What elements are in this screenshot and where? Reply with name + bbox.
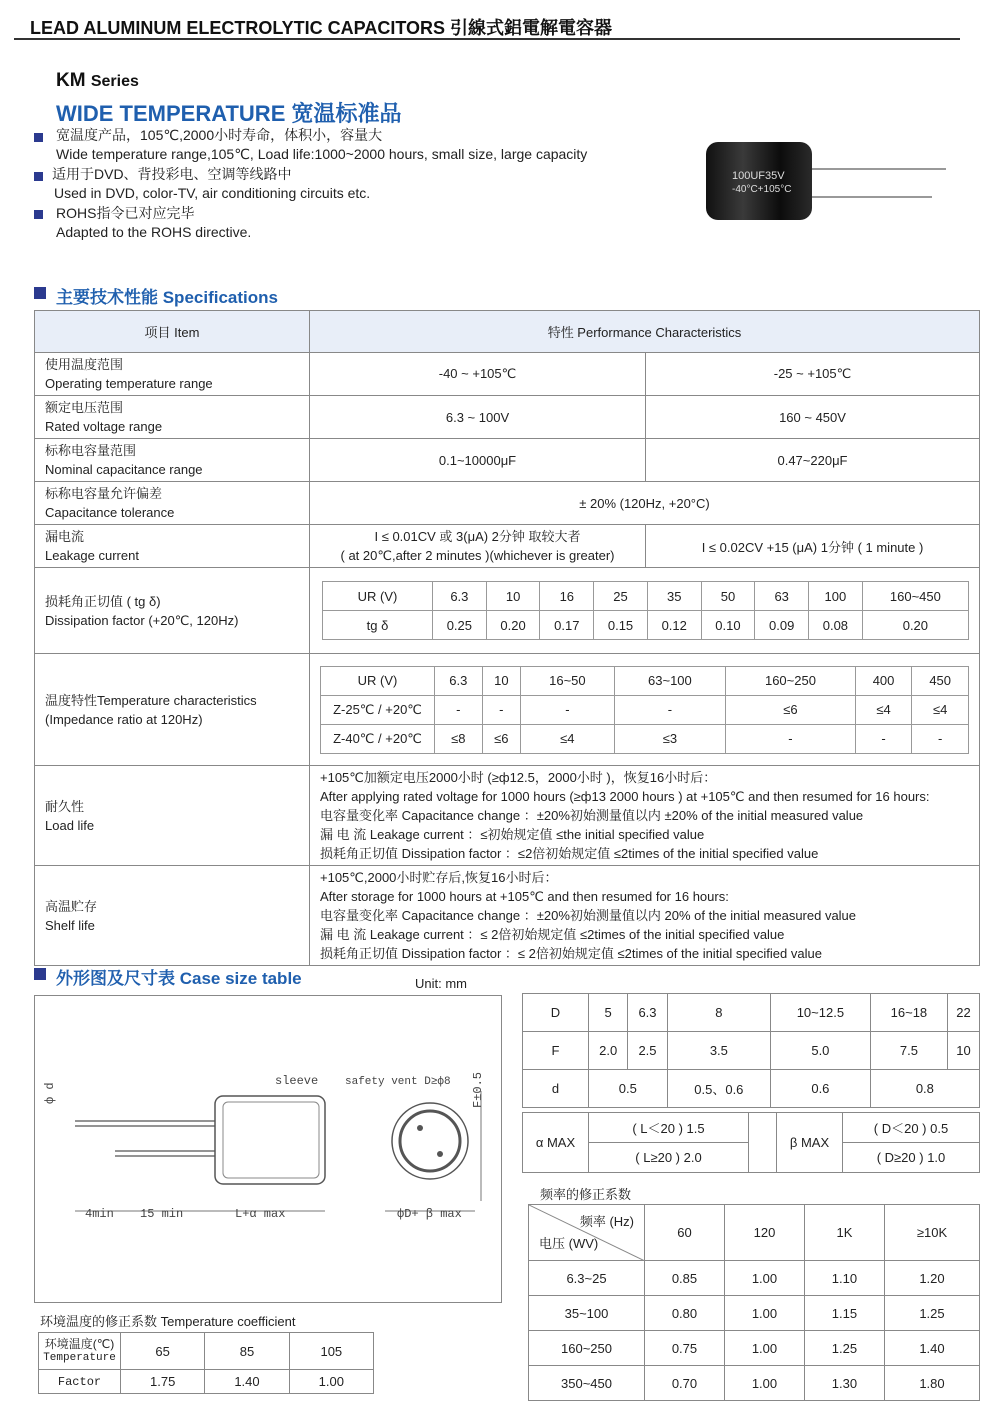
freq-value-cell: 1.15 (804, 1296, 884, 1331)
freq-wv-cell: 350~450 (529, 1366, 645, 1401)
dim-d-val: 0.5、0.6 (667, 1070, 770, 1108)
temp-cell: 85 (205, 1333, 289, 1370)
tc-z25-cell: - (521, 695, 615, 724)
df-tg-cell: 0.17 (540, 611, 594, 640)
dim-F-cell: 2.0 (589, 1032, 628, 1070)
leakage-v1: I ≤ 0.01CV 或 3(μA) 2分钟 取较大者 ( at 20℃,after 2 minutes )(whichever is greater) (310, 525, 646, 568)
df-ur-cell: 25 (594, 582, 648, 611)
freq-value-cell: 1.40 (884, 1331, 979, 1366)
tolerance-value: ± 20% (120Hz, +20°C) (310, 482, 980, 525)
op-temp-v2: -25 ~ +105℃ (646, 353, 980, 396)
dim-d-val: 0.8 (870, 1070, 979, 1108)
freq-value-cell: 1.25 (884, 1296, 979, 1331)
temp-char-label: 温度特性Temperature characteristics (Impedance ratio at 120Hz) (35, 654, 310, 766)
tc-z25-cell: ≤4 (855, 695, 912, 724)
op-temp-label: 使用温度范围 Operating temperature range (35, 353, 310, 396)
bullet-icon (34, 172, 43, 181)
sleeve-outline (223, 1102, 319, 1178)
df-table (322, 581, 969, 640)
feature-1: 宽温度产品，105℃,2000小时寿命，体积小，容量大 Wide temperature range,105℃, Load life:1000~2000 hours, small size, large capacity (56, 127, 588, 162)
bullet-icon (34, 133, 43, 142)
tc-z40-cell: - (726, 724, 856, 753)
section-square-icon (34, 968, 46, 980)
dim-F-cell: 10 (948, 1032, 980, 1070)
freq-value-cell: 1.00 (724, 1296, 804, 1331)
freq-value-cell: 1.10 (804, 1261, 884, 1296)
load-life-text: +105℃加额定电压2000小时 (≥ф12.5，2000小时 )，恢复16小时后： After applying rated voltage for 1000 hours (≥ф13 2000 hours ) at +105℃ and then resumed for 16 hours: 电容量变化率 Capacitance change ：±20%初始测量值以内 ±20% of the initial measured value 漏 电 流 Leakage current ：≤初始规定值 ≤the initial specified value 损耗角正切值 Dissipation factor ：≤2倍初始规定值 ≤2times of the initial specified value (310, 766, 980, 866)
phi-d-label: ф d (43, 1082, 57, 1104)
cap-range-v1: 0.1~10000μF (310, 439, 646, 482)
alpha-beta-table (522, 1112, 980, 1173)
temp-label: 环境温度(℃) Temperature (39, 1333, 121, 1370)
feature-3: ROHS指令已对应完毕 Adapted to the ROHS directive. (56, 205, 252, 240)
freq-col-header: 60 (645, 1205, 725, 1261)
dim-F-cell: F (523, 1032, 589, 1070)
series-subtitle: WIDE TEMPERATURE 宽温标准品 (56, 101, 402, 126)
freq-value-cell: 1.00 (724, 1331, 804, 1366)
freq-value-cell: 1.80 (884, 1366, 979, 1401)
tc-z25-cell: ≤6 (726, 695, 856, 724)
df-ur-cell: 16 (540, 582, 594, 611)
beta-1: ( D＜20 ) 0.5 (843, 1113, 980, 1143)
beta-label: β MAX (777, 1113, 843, 1173)
freq-value-cell: 0.85 (645, 1261, 725, 1296)
df-tg-cell: 0.08 (809, 611, 863, 640)
freq-wv-cell: 6.3~25 (529, 1261, 645, 1296)
dim-d-beta: фD+ β max (397, 1207, 462, 1221)
header-title: LEAD ALUMINUM ELECTROLYTIC CAPACITORS 引線式鋁電解電容器 (30, 18, 613, 38)
df-tg-cell: 0.20 (862, 611, 968, 640)
df-cell (310, 568, 980, 654)
capacitor-label-2: -40°C+105°C (732, 184, 792, 195)
freq-col-header: 1K (804, 1205, 884, 1261)
temp-cell: 105 (289, 1333, 373, 1370)
freq-value-cell: 1.25 (804, 1331, 884, 1366)
df-ur-cell: 35 (647, 582, 701, 611)
freq-corner (529, 1205, 645, 1261)
dim-4min: 4min (85, 1207, 114, 1221)
tolerance-label: 标称电容量允许偏差 Capacitance tolerance (35, 482, 310, 525)
dim-D-cell: 16~18 (870, 994, 947, 1032)
tempcoef-title: 环境温度的修正系数 Temperature coefficient (40, 1314, 296, 1329)
dim-d-val: 0.5 (589, 1070, 668, 1108)
dim-D-cell: 10~12.5 (771, 994, 871, 1032)
tc-z40-cell: ≤8 (435, 724, 483, 753)
df-tg-cell: 0.10 (701, 611, 755, 640)
alpha-2: ( L≥20 ) 2.0 (589, 1143, 749, 1173)
freq-value-cell: 0.80 (645, 1296, 725, 1331)
df-ur-cell: 160~450 (862, 582, 968, 611)
tc-ur-label: UR (V) (321, 666, 435, 695)
lead-dot-icon (417, 1125, 423, 1131)
temp-char-cell (310, 654, 980, 766)
capacitor-lead-icon (806, 196, 932, 198)
load-life-label: 耐久性 Load life (35, 766, 310, 866)
capacitor-lead-icon (806, 168, 946, 170)
capacitor-photo-icon (706, 142, 812, 220)
dim-d-val: 0.6 (771, 1070, 871, 1108)
f-label: F±0.5 (471, 1071, 485, 1108)
freq-value-cell: 0.75 (645, 1331, 725, 1366)
freq-row (529, 1366, 980, 1401)
df-ur-label: UR (V) (323, 582, 433, 611)
header-divider (14, 38, 960, 40)
tc-ur-cell: 400 (855, 666, 912, 695)
tc-ur-cell: 450 (912, 666, 969, 695)
lead-dot-icon (437, 1151, 443, 1157)
dim-D-cell: D (523, 994, 589, 1032)
dim-d-label: d (523, 1070, 589, 1108)
freq-title: 频率的修正系数 (540, 1187, 632, 1202)
df-ur-cell: 6.3 (433, 582, 487, 611)
shelf-life-text: +105℃,2000小时贮存后,恢复16小时后： After storage for 1000 hours at +105℃ and then resumed for 16 hours: 电容量变化率 Capacitance change ：±20%初始测量值以内 20% of the initial measured value 漏 电 流 Leakage current ：≤ 2倍初始规定值 ≤2times of the initial specified value 损耗角正切值 Dissipation factor ：≤ 2倍初始规定值 ≤2times of the initial specified value (310, 866, 980, 966)
rated-v-v1: 6.3 ~ 100V (310, 396, 646, 439)
specifications-table (34, 310, 980, 966)
series-name: KM Series (56, 70, 139, 91)
tc-z40-cell: ≤6 (482, 724, 521, 753)
shelf-life-label: 高温贮存 Shelf life (35, 866, 310, 966)
rated-v-label: 额定电压范围 Rated voltage range (35, 396, 310, 439)
tc-ur-cell: 10 (482, 666, 521, 695)
case-drawing-frame (34, 995, 502, 1303)
df-ur-cell: 10 (486, 582, 540, 611)
dim-D-cell: 22 (948, 994, 980, 1032)
end-view-outer-icon (392, 1103, 468, 1179)
leakage-label: 漏电流 Leakage current (35, 525, 310, 568)
freq-value-cell: 1.00 (724, 1261, 804, 1296)
dim-D-cell: 8 (667, 994, 770, 1032)
case-title: 外形图及尺寸表 Case size table (56, 969, 302, 988)
freq-row (529, 1296, 980, 1331)
df-ur-cell: 50 (701, 582, 755, 611)
tc-z25-cell: ≤4 (912, 695, 969, 724)
op-temp-v1: -40 ~ +105℃ (310, 353, 646, 396)
df-ur-cell: 63 (755, 582, 809, 611)
alpha-spacer (749, 1113, 777, 1173)
end-view-inner-icon (400, 1111, 460, 1171)
wv-label: 电压 (WV) (539, 1236, 599, 1251)
freq-row (529, 1331, 980, 1366)
df-tg-cell: 0.12 (647, 611, 701, 640)
freq-value-cell: 1.00 (724, 1366, 804, 1401)
case-drawing (35, 996, 501, 1302)
tc-ur-cell: 6.3 (435, 666, 483, 695)
section-square-icon (34, 287, 46, 299)
cap-range-v2: 0.47~220μF (646, 439, 980, 482)
temp-char-table (320, 666, 969, 754)
capacitor-body-icon (215, 1096, 325, 1184)
specs-title: 主要技术性能 Specifications (56, 288, 278, 307)
feature-2: 适用于DVD、背投彩电、空调等线路中 Used in DVD, color-TV, air conditioning circuits etc. (52, 166, 371, 201)
sleeve-label: sleeve (275, 1074, 319, 1088)
item-header: 项目 Item (35, 311, 310, 353)
hz-label: 频率 (Hz) (579, 1214, 634, 1229)
tc-z40-cell: ≤4 (521, 724, 615, 753)
df-tg-cell: 0.09 (755, 611, 809, 640)
dim-15min: 15 min (140, 1207, 184, 1221)
freq-value-cell: 0.70 (645, 1366, 725, 1401)
freq-wv-cell: 35~100 (529, 1296, 645, 1331)
dim-F-cell: 7.5 (870, 1032, 947, 1070)
factor-label: Factor (39, 1370, 121, 1394)
rated-v-v2: 160 ~ 450V (646, 396, 980, 439)
bullet-icon (34, 210, 43, 219)
dim-F-cell: 3.5 (667, 1032, 770, 1070)
df-ur-cell: 100 (809, 582, 863, 611)
tc-z25-cell: - (482, 695, 521, 724)
df-label: 损耗角正切值 ( tg δ) Dissipation factor (+20℃, 120Hz) (35, 568, 310, 654)
beta-2: ( D≥20 ) 1.0 (843, 1143, 980, 1173)
factor-cell: 1.40 (205, 1370, 289, 1394)
capacitor-label-1: 100UF35V (732, 170, 785, 182)
dim-D-cell: 5 (589, 994, 628, 1032)
tc-ur-cell: 160~250 (726, 666, 856, 695)
tc-z40-cell: ≤3 (614, 724, 726, 753)
dim-F-cell: 5.0 (771, 1032, 871, 1070)
tc-z40-cell: - (855, 724, 912, 753)
dim-l-alpha: L+α max (235, 1207, 286, 1221)
tc-z40-label: Z-40℃ / +20℃ (321, 724, 435, 753)
dimension-table (522, 993, 980, 1108)
tc-z25-label: Z-25℃ / +20℃ (321, 695, 435, 724)
cap-range-label: 标称电容量范围 Nominal capacitance range (35, 439, 310, 482)
freq-wv-cell: 160~250 (529, 1331, 645, 1366)
tc-ur-cell: 63~100 (614, 666, 726, 695)
alpha-label: α MAX (523, 1113, 589, 1173)
perf-header: 特性 Performance Characteristics (310, 311, 980, 353)
tc-ur-cell: 16~50 (521, 666, 615, 695)
unit-label: Unit: mm (415, 976, 467, 991)
factor-cell: 1.00 (289, 1370, 373, 1394)
dim-D-cell: 6.3 (628, 994, 667, 1032)
freq-row (529, 1261, 980, 1296)
vent-label: safety vent D≥ф8 (345, 1076, 451, 1088)
freq-col-header: ≥10K (884, 1205, 979, 1261)
freq-value-cell: 1.20 (884, 1261, 979, 1296)
tc-z25-cell: - (614, 695, 726, 724)
dim-F-cell: 2.5 (628, 1032, 667, 1070)
tc-z40-cell: - (912, 724, 969, 753)
df-tg-label: tg δ (323, 611, 433, 640)
df-tg-cell: 0.25 (433, 611, 487, 640)
freq-value-cell: 1.30 (804, 1366, 884, 1401)
tempcoef-table (38, 1332, 374, 1394)
df-tg-cell: 0.20 (486, 611, 540, 640)
leakage-v2: I ≤ 0.02CV +15 (μA) 1分钟 ( 1 minute ) (646, 525, 980, 568)
alpha-1: ( L＜20 ) 1.5 (589, 1113, 749, 1143)
df-tg-cell: 0.15 (594, 611, 648, 640)
temp-cell: 65 (121, 1333, 205, 1370)
factor-cell: 1.75 (121, 1370, 205, 1394)
freq-table (528, 1204, 980, 1401)
freq-col-header: 120 (724, 1205, 804, 1261)
tc-z25-cell: - (435, 695, 483, 724)
